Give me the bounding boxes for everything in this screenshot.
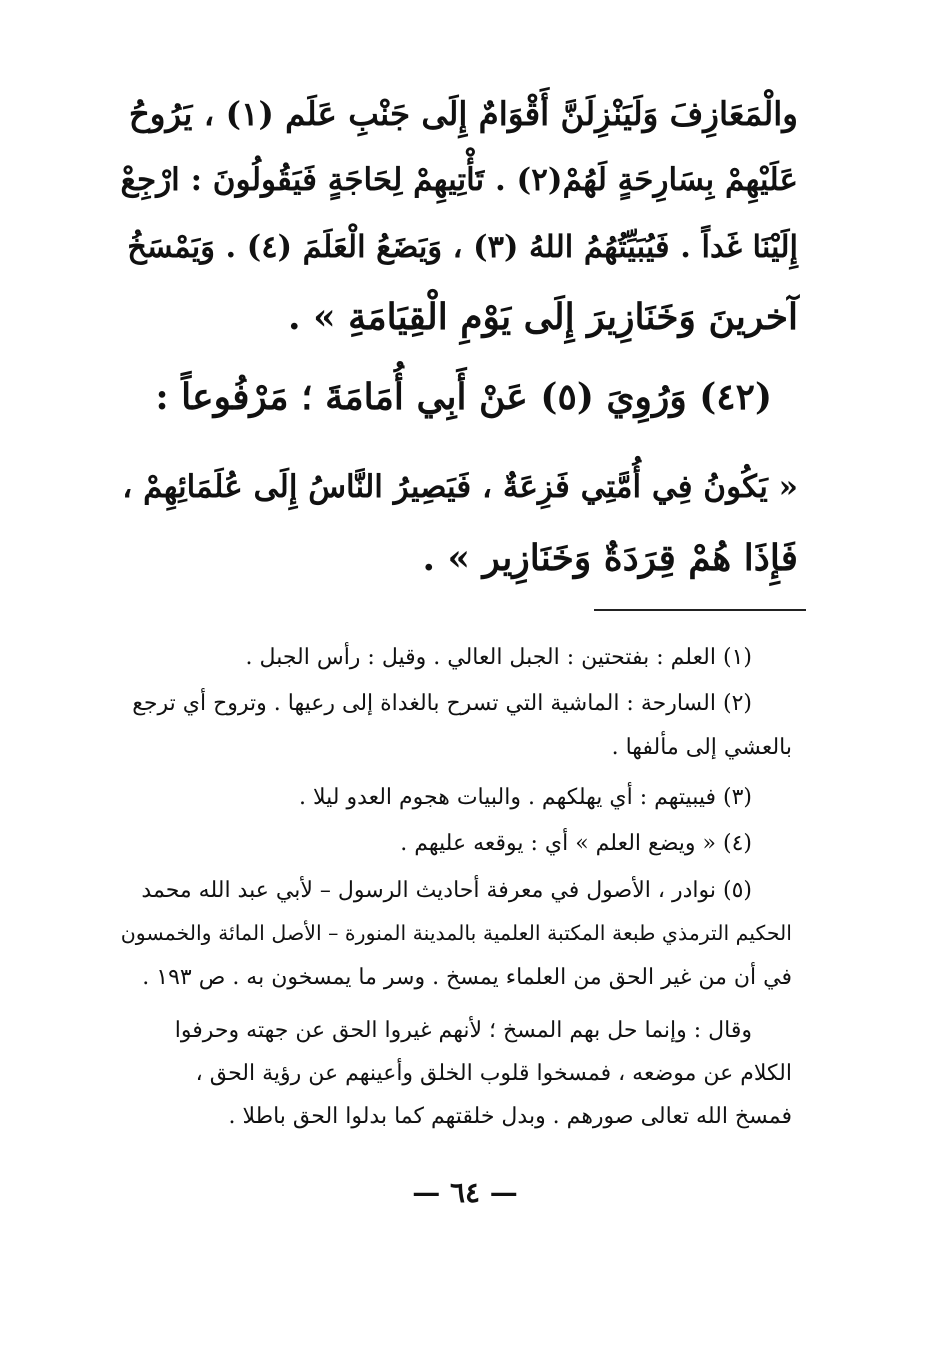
main-text-line-4: آخرينَ وَخَنَازِيرَ إِلَى يَوْمِ الْقِيَامَةِ » . [288, 296, 798, 338]
page-number: — ٦٤ — [412, 1176, 518, 1209]
footnote-2-continued: بالعشي إلى مألفها . [611, 735, 792, 760]
footnote-5-line-6: فمسخ الله تعالى صورهم . وبدل خلقتهم كما بدلوا الحق باطلا . [228, 1104, 792, 1129]
footnote-2: (٢) السارحة : الماشية التي تسرح بالغداة إلى رعيها . وتروح أي ترجع [132, 691, 752, 716]
footnote-4: (٤) « ويضع العلم » أي : يوقعه عليهم . [400, 831, 752, 856]
footnote-5-line-4: وقال : وإنما حل بهم المسخ ؛ لأنهم غيروا الحق عن جهته وحرفوا [174, 1018, 752, 1043]
hadith-line-1: « يَكُونُ فِي أُمَّتِي فَزِعَةٌ ، فَيَصِيرُ النَّاسُ إِلَى عُلَمَائِهِمْ ، [122, 469, 798, 505]
footnote-5-line-5: الكلام عن موضعه ، فمسخوا قلوب الخلق وأعينهم عن رؤية الحق ، [195, 1061, 792, 1086]
footnote-5-line-3: في أن من غير الحق من العلماء يمسخ . وسر ما يمسخون به . ص ١٩٣ . [142, 965, 792, 990]
footnote-separator [594, 609, 806, 611]
main-text-line-2: عَلَيْهِمْ بِسَارِحَةٍ لَهُمْ(٢) . تَأْتِيهِمْ لِحَاجَةٍ فَيَقُولُونَ : ارْجِعْ [120, 162, 798, 198]
footnote-1: (١) العلم : بفتحتين : الجبل العالي . وقيل : رأس الجبل . [245, 645, 752, 670]
main-text-line-3: إِلَيْنَا غَداً . فَيُبَيِّتُهُمُ اللهُ (٣) ، وَيَضَعُ الْعَلَمَ (٤) . وَيَمْسَخُ [127, 229, 798, 265]
footnote-5-line-2: الحكيم الترمذي طبعة المكتبة العلمية بالمدينة المنورة – الأصل المائة والخمسون [120, 921, 792, 945]
footnote-5: (٥) نوادر ، الأصول في معرفة أحاديث الرسول – لأبي عبد الله محمد [141, 878, 752, 903]
hadith-line-2: فَإِذَا هُمْ قِرَدَةٌ وَخَنَازِير » . [422, 537, 798, 579]
footnote-3: (٣) فيبيتهم : أي يهلكهم . والبيات هجوم العدو ليلا . [299, 785, 752, 810]
hadith-heading: (٤٢) وَرُوِيَ (٥) عَنْ أَبِي أُمَامَةَ ؛ مَرْفُوعاً : [155, 376, 772, 418]
main-text-line-1: والْمَعَازِفَ وَلَيَنْزِلَنَّ أَقْوَامٌ إِلَى جَنْبِ عَلَم (١) ، يَرُوحُ [128, 94, 798, 133]
